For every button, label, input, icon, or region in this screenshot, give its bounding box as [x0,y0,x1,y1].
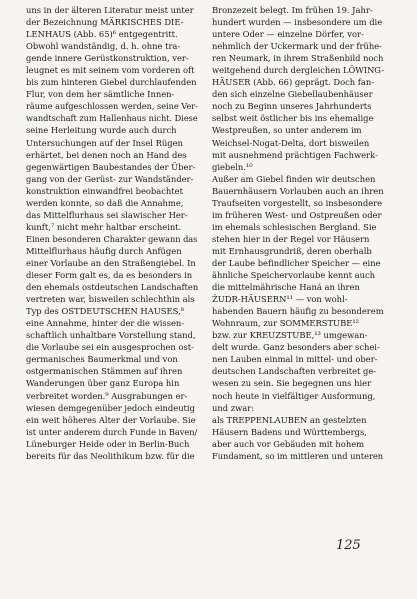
text-line: ähnliche Speichervorlaube kennt auch [212,270,376,281]
text-line: Einen besonderen Charakter gewann das [26,233,198,244]
text-line: bzw. zur KREUZSTUBE,¹³ umgewan- [212,330,368,341]
text-line: den sich einzelne Giebellaubenhäuser [212,89,373,100]
text-line: vertreten war, bisweilen schlechthin als [26,294,195,305]
text-line: einer Vorlaube an den Straßengiebel. In [26,257,196,268]
text-line: bis zum hinteren Giebel durchlaufenden [26,77,197,88]
text-line: Fundament, so im mittleren und unteren [212,450,384,461]
text-line: leugnet es mit seinem vom vorderen oft [26,65,195,76]
page-number: 125 [336,538,361,553]
text-line: stehen hier in der Regel vor Häusern [212,233,370,244]
text-line: noch heute in vielfältiger Ausformung, [212,390,376,401]
right-text-column [212,4,384,462]
text-line: Bronzezeit belegt. Im frühen 19. Jahr- [212,5,373,15]
text-line: Bauernhäusern Vorlauben auch an ihren [212,185,384,196]
text-line: ren Neumark, in ihrem Straßenbild noch [212,53,384,64]
text-line: gegenwärtigen Baubestandes der Über- [26,161,196,172]
text-line: Mittelflurhaus häufig durch Anfügen [26,245,182,256]
text-line: konstruktion einwandfrei beobachtet [26,185,183,196]
text-line: werden konnte, so daß die Annahme, [26,197,184,208]
text-line: Typ des OSTDEUTSCHEN HAUSES,⁸ [26,306,184,317]
text-line: wandtschaft zum Hallenhaus nicht. Diese [26,113,198,124]
text-line: habenden Bauern häufig zu besonderem [212,306,384,317]
text-line: der Laube befindlicher Speicher — eine [212,257,381,268]
text-line: Weichsel-Nogat-Delta, dort bisweilen [212,137,370,148]
text-line: den ehemals ostdeutschen Landschaften [26,282,198,293]
text-line: HÄUSER (Abb. 66) geprägt. Doch fan- [212,77,375,88]
text-line: selbst weit östlicher bis ins ehemalige [212,113,374,124]
text-line: räume aufgeschlossen werden, seine Ver- [26,101,198,112]
text-line: nen Lauben einmal in mittel- und ober- [212,354,378,365]
text-line: Westpreußen, so unter anderem im [212,125,362,136]
text-line: Traufseiten vorgestellt, so insbesondere [212,197,383,208]
text-line: germanisches Baumerkmal und von [26,354,178,365]
text-line: ŽUDR-HÄUSERN¹¹ — von wohl- [212,294,348,305]
text-line: eine Annahme, hinter der die wissen- [26,318,185,329]
text-line: Flur, von dem her sämtliche Innen- [26,89,175,100]
text-line: ein weit höheres Alter der Vorlaube. Sie [26,414,196,425]
text-line: und zwar: [212,402,255,413]
text-line: Außer am Giebel finden wir deutschen [212,173,376,184]
text-line: bereits für das Neolithikum bzw. für die [26,450,195,461]
text-line: delt wurde. Ganz besonders aber schei- [212,342,380,353]
text-line: gende innere Gerüstkonstruktion, ver- [26,53,189,64]
text-line: hundert wurden — insbesondere um die [212,17,383,28]
text-line: schaftlich unhaltbare Vorstellung stand, [26,330,196,341]
text-line: Häusern Badens und Württembergs, [212,426,367,437]
text-line: als TREPPENLAUBEN an gestelzten [212,414,367,425]
text-line: Lüneburger Heide oder in Berlin-Buch [26,438,190,449]
text-line: Wanderungen über ganz Europa hin [26,378,180,389]
text-line: Untersuchungen auf der Insel Rügen [26,137,183,148]
text-line: erhärtet, bei denen noch an Hand des [26,149,187,160]
text-line: die Vorlaube sei ein ausgesprochen ost- [26,342,194,353]
text-line: dieser Form galt es, da es besonders in [26,270,193,281]
text-line: mit Ernhausgrundriß, deren oberhalb [212,245,372,256]
text-line: die mittelmährische Haná an ihren [212,282,360,293]
text-line: im früheren West- und Ostpreußen oder [212,209,382,220]
text-line: weitgehend durch dergleichen LÖWING- [212,65,384,76]
left-text-column [26,4,198,462]
text-line: der Bezeichnung MÄRKISCHES DIE- [26,17,184,28]
text-line: ist unter anderem durch Funde in Baven/ [26,426,198,437]
text-line: LENHAUS (Abb. 65)⁶ entgegentritt. [26,29,178,40]
text-line: Obwohl wandständig, d. h. ohne tra- [26,41,181,52]
text-line: uns in der älteren Literatur meist unter [26,5,194,15]
text-line: deutschen Landschaften verbreitet ge- [212,366,377,377]
text-line: wesen zu sein. Sie begegnen uns hier [212,378,372,389]
text-line: das Mittelflurhaus sei slawischer Her- [26,209,188,220]
text-line: mit ausnehmend prächtigen Fachwerk- [212,149,378,160]
text-line: gang von der Gerüst- zur Wandständer- [26,173,194,184]
text-line: seine Herleitung wurde auch durch [26,125,177,136]
text-line: verbreitet worden.⁹ Ausgrabungen er- [26,390,188,401]
text-line: ostgermanischen Stämmen auf ihren [26,366,183,377]
text-line: im ehemals schlesischen Bergland. Sie [212,221,377,232]
text-line: untere Oder — einzelne Dörfer, vor- [212,29,364,40]
text-line: kunft,⁷ nicht mehr haltbar erscheint. [26,221,182,232]
text-line: wiesen demgegenüber jedoch eindeutig [26,402,195,413]
text-line: nehmlich der Uckermark und der frühe- [212,41,382,52]
text-line: Wohnraum, zur SOMMERSTUBE¹² [212,318,359,329]
text-line: giebeln.¹⁰ [212,161,253,172]
text-line: aber auch vor Gebäuden mit hohem [212,438,365,449]
text-line: noch zu Beginn unseres Jahrhunderts [212,101,372,112]
